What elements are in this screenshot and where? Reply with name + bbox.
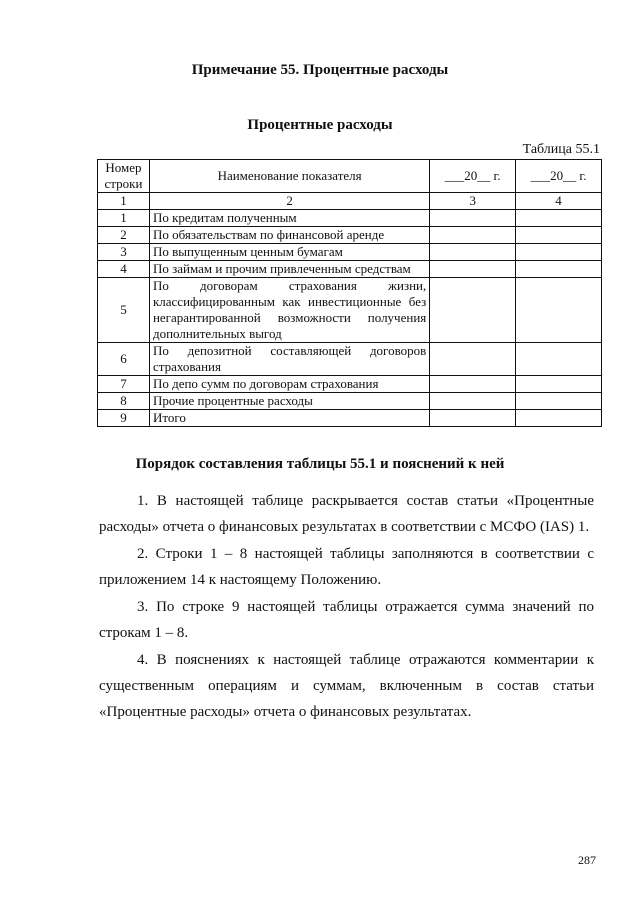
- column-number: 2: [149, 193, 429, 210]
- row-name: По займам и прочим привлеченным средствам: [149, 261, 429, 278]
- table-row: [98, 376, 602, 393]
- table-header-row: [98, 160, 602, 193]
- row-value-year-1: [430, 210, 516, 227]
- row-value-year-2: [516, 376, 602, 393]
- row-value-year-2: [516, 393, 602, 410]
- table-row: [98, 261, 602, 278]
- row-number: 6: [98, 343, 150, 376]
- header-year-2: ___20__ г.: [516, 160, 602, 193]
- row-value-year-1: [430, 343, 516, 376]
- header-indicator: Наименование показателя: [149, 160, 429, 193]
- row-value-year-1: [430, 410, 516, 427]
- row-name: По договорам страхования жизни, классифицированным как инвестиционные без негарантированной возможности получения дополнительных выгод: [149, 278, 429, 343]
- paragraph: 1. В настоящей таблице раскрывается состав статьи «Процентные расходы» отчета о финансовых результатах в соответствии с МСФО (IAS) 1.: [99, 493, 594, 535]
- header-year-1: ___20__ г.: [430, 160, 516, 193]
- table-row: [98, 410, 602, 427]
- row-name: По депозитной составляющей договоров страхования: [149, 343, 429, 376]
- interest-expenses-table: [97, 159, 602, 427]
- column-number: 4: [516, 193, 602, 210]
- row-value-year-2: [516, 278, 602, 343]
- row-number: 4: [98, 261, 150, 278]
- header-row-number: Номер строки: [98, 160, 150, 193]
- column-number: 1: [98, 193, 150, 210]
- table-row: [98, 244, 602, 261]
- row-value-year-2: [516, 210, 602, 227]
- page-number: 287: [578, 853, 596, 867]
- paragraph: 4. В пояснениях к настоящей таблице отражаются комментарии к существенным операциям и суммам, включенным в состав статьи «Процентные расходы» отчета о финансовых результатах.: [99, 652, 594, 720]
- row-name: По депо сумм по договорам страхования: [149, 376, 429, 393]
- row-number: 3: [98, 244, 150, 261]
- table-row: [98, 210, 602, 227]
- note-title: Примечание 55. Процентные расходы: [191, 62, 449, 78]
- row-number: 2: [98, 227, 150, 244]
- row-name: Прочие процентные расходы: [149, 393, 429, 410]
- order-heading: Порядок составления таблицы 55.1 и пояснений к ней: [135, 456, 505, 472]
- paragraph: 2. Строки 1 – 8 настоящей таблицы заполняются в соответствии с приложением 14 к настоящему Положению.: [99, 546, 594, 588]
- table-row: [98, 343, 602, 376]
- row-value-year-1: [430, 393, 516, 410]
- column-numbers-row: [98, 193, 602, 210]
- table-title: Процентные расходы: [247, 117, 393, 133]
- row-value-year-2: [516, 410, 602, 427]
- row-value-year-1: [430, 376, 516, 393]
- row-value-year-2: [516, 227, 602, 244]
- paragraph: 3. По строке 9 настоящей таблицы отражается сумма значений по строкам 1 – 8.: [99, 599, 594, 641]
- row-number: 1: [98, 210, 150, 227]
- row-value-year-2: [516, 343, 602, 376]
- row-name: По обязательствам по финансовой аренде: [149, 227, 429, 244]
- row-name: Итого: [149, 410, 429, 427]
- row-name: По выпущенным ценным бумагам: [149, 244, 429, 261]
- table-row: [98, 278, 602, 343]
- row-number: 5: [98, 278, 150, 343]
- row-value-year-1: [430, 244, 516, 261]
- row-value-year-2: [516, 244, 602, 261]
- row-number: 9: [98, 410, 150, 427]
- table-row: [98, 227, 602, 244]
- table-row: [98, 393, 602, 410]
- row-number: 8: [98, 393, 150, 410]
- column-number: 3: [430, 193, 516, 210]
- row-value-year-1: [430, 261, 516, 278]
- row-value-year-1: [430, 278, 516, 343]
- row-value-year-2: [516, 261, 602, 278]
- row-value-year-1: [430, 227, 516, 244]
- row-number: 7: [98, 376, 150, 393]
- row-name: По кредитам полученным: [149, 210, 429, 227]
- table-number: Таблица 55.1: [522, 142, 600, 157]
